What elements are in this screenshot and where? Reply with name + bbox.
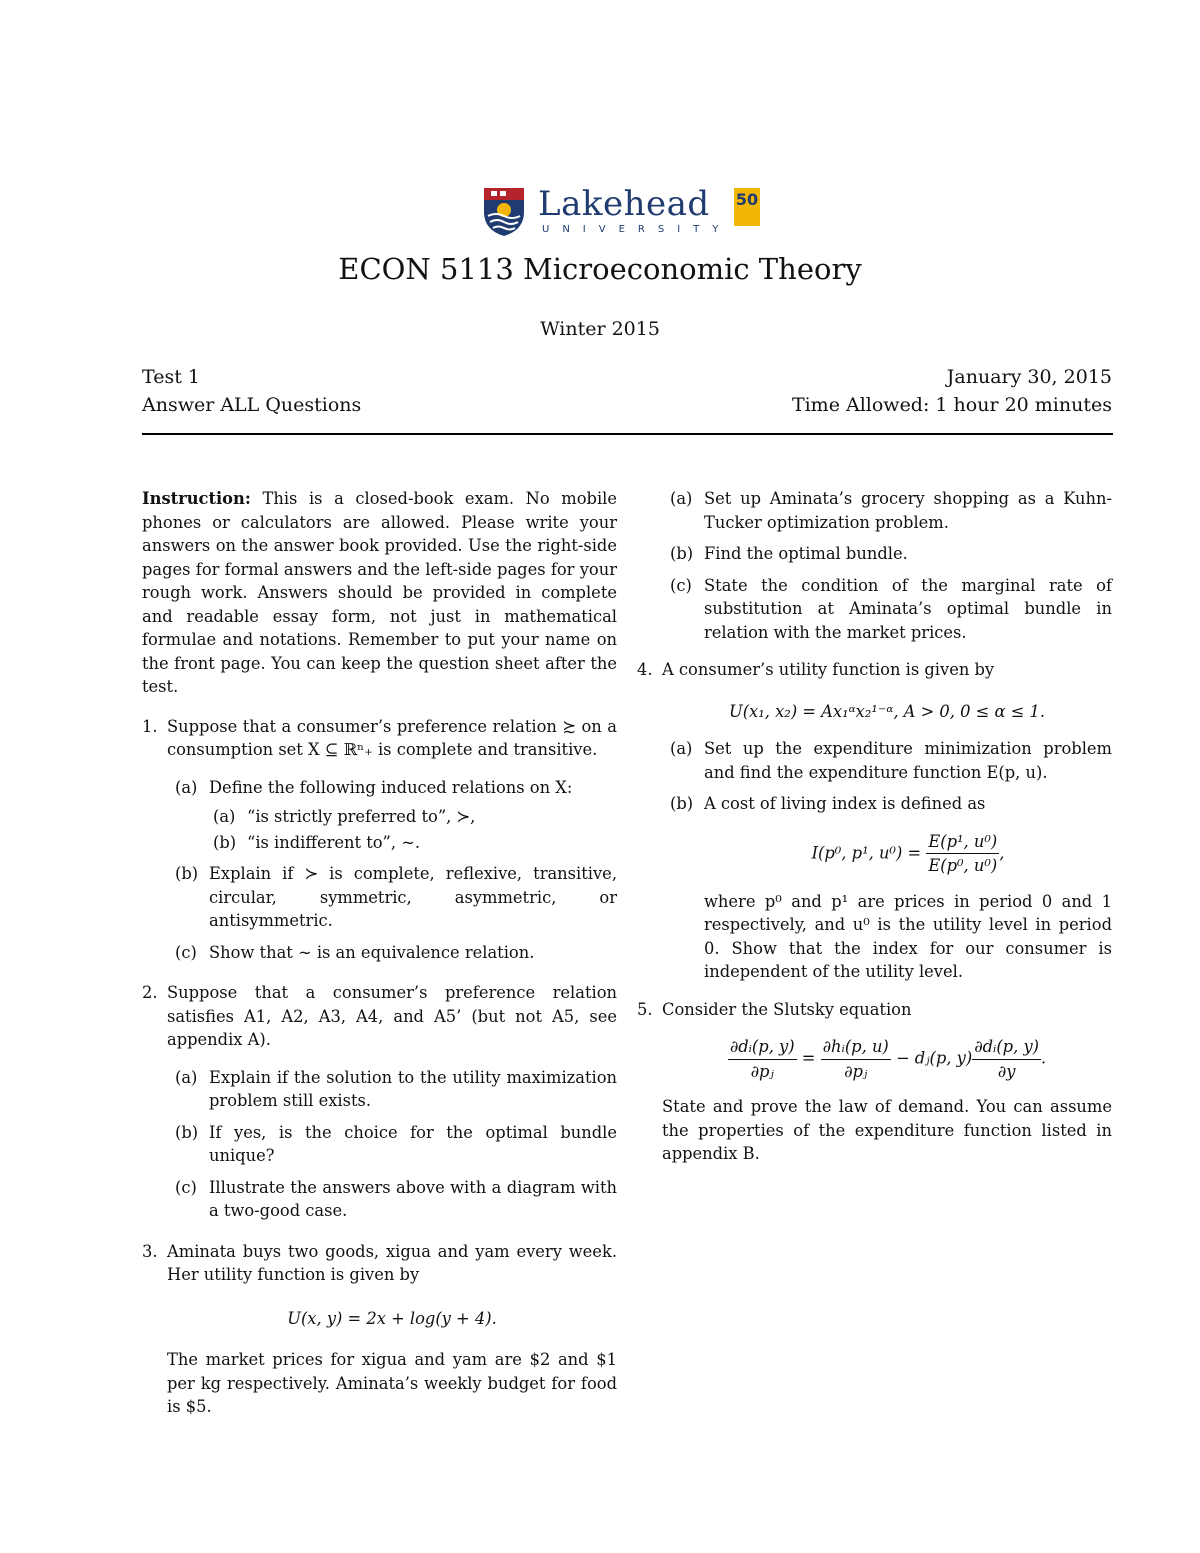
part-label: (a) — [670, 489, 693, 508]
university-logo — [482, 186, 762, 238]
part-label: (c) — [175, 1177, 197, 1197]
part-text: Find the optimal bundle. — [704, 544, 908, 563]
logo-subtext: UNIVERSITY — [542, 224, 732, 235]
part-text: Set up Aminata’s grocery shopping as a Kuhn-Tucker optimization problem. — [704, 489, 1112, 532]
question-3b — [637, 542, 1112, 566]
question-1 — [142, 715, 617, 965]
question-number: 5. — [637, 999, 653, 1019]
left-column — [142, 487, 617, 1419]
equation-tail: , — [999, 843, 1005, 862]
utility-equation: U(x, y) = 2x + log(y + 4). — [287, 1308, 497, 1328]
part-text: Set up the expenditure minimization problem and find the expenditure function E(p, u). — [704, 739, 1112, 782]
part-text: Show that ∼ is an equivalence relation. — [209, 942, 535, 962]
part-label: (b) — [175, 864, 199, 883]
fraction-denominator: ∂y — [997, 1061, 1016, 1081]
part-text: If yes, is the choice for the optimal bundle unique? — [209, 1122, 617, 1165]
question-number: 3. — [142, 1241, 158, 1261]
question-4a — [637, 737, 1112, 784]
equation-lhs: I(p⁰, p¹, u⁰) = — [811, 843, 922, 862]
question-2c — [142, 1176, 617, 1223]
fraction-denominator: E(p⁰, u⁰) — [928, 856, 998, 875]
question-2 — [142, 981, 617, 1223]
part-text: “is strictly preferred to”, ≻, — [247, 807, 476, 826]
question-1a-i — [209, 805, 617, 829]
question-3c — [637, 574, 1112, 645]
fraction-numerator: ∂hᵢ(p, u) — [821, 1035, 891, 1060]
exam-date: January 30, 2015 — [946, 366, 1112, 388]
question-text: Aminata buys two goods, xigua and yam every week. Her utility function is given by — [167, 1241, 617, 1284]
part-label: (a) — [213, 807, 236, 826]
part-label: (c) — [175, 942, 197, 962]
question-5 — [637, 998, 1112, 1166]
test-label: Test 1 — [142, 366, 200, 388]
logo-wordmark: Lakehead — [538, 184, 710, 224]
equation-middle-term: − dⱼ(p, y) — [895, 1048, 973, 1068]
part-label: (b) — [670, 794, 694, 813]
equals-sign: = — [801, 1048, 816, 1068]
question-3a — [637, 487, 1112, 534]
fraction — [926, 830, 999, 878]
fraction-denominator: ∂pⱼ — [844, 1061, 868, 1081]
part-text: Define the following induced relations on X: — [209, 777, 573, 797]
part-label: (a) — [670, 739, 693, 758]
part-text: State the condition of the marginal rate of substitution at Aminata’s optimal bundle in relation with the market prices. — [704, 575, 1112, 642]
question-1b — [142, 862, 617, 933]
part-label: (b) — [670, 544, 694, 563]
question-text-continued: State and prove the law of demand. You can assume the properties of the expenditure function listed in appendix B. — [662, 1097, 1112, 1163]
cost-of-living-equation — [704, 830, 1112, 878]
part-text: “is indifferent to”, ∼. — [247, 832, 421, 852]
question-number: 1. — [142, 716, 158, 736]
part-label: (b) — [175, 1122, 199, 1142]
question-1a — [142, 776, 617, 855]
part-text: Explain if ≻ is complete, reflexive, transitive, circular, symmetric, asymmetric, or antisymmetric. — [209, 864, 617, 930]
term: Winter 2015 — [540, 318, 660, 340]
question-3-parts — [637, 487, 1112, 644]
part-label: (b) — [213, 832, 237, 852]
fraction-numerator: ∂dᵢ(p, y) — [972, 1035, 1041, 1060]
answer-instruction: Answer ALL Questions — [142, 394, 362, 416]
part-label: (a) — [175, 777, 198, 797]
question-text: Suppose that a consumer’s preference relation ≿ on a consumption set X ⊆ ℝⁿ₊ is complete and transitive. — [167, 716, 617, 759]
question-4b — [637, 792, 1112, 984]
equation-tail: . — [1041, 1048, 1047, 1068]
question-number: 2. — [142, 983, 158, 1002]
question-number: 4. — [637, 660, 653, 679]
header-divider — [142, 433, 1113, 435]
part-text: Explain if the solution to the utility maximization problem still exists. — [209, 1067, 617, 1110]
time-allowed: Time Allowed: 1 hour 20 minutes — [791, 394, 1112, 416]
question-4 — [637, 658, 1112, 984]
instruction-paragraph — [142, 487, 617, 699]
instruction-label: Instruction: — [142, 489, 251, 508]
part-text: A cost of living index is defined as — [704, 794, 986, 813]
fraction-numerator: ∂dᵢ(p, y) — [728, 1035, 797, 1060]
question-2b — [142, 1121, 617, 1168]
part-label: (c) — [670, 575, 692, 595]
fraction — [972, 1035, 1041, 1083]
anniversary-badge: 50 — [735, 190, 759, 209]
part-text-continued: where p⁰ and p¹ are prices in period 0 and 1 respectively, and u⁰ is the utility level in period 0. Show that the index for our consumer is independent of the utility level. — [704, 891, 1112, 981]
course-title: ECON 5113 Microeconomic Theory — [338, 252, 862, 286]
question-1c — [142, 941, 617, 965]
fraction-denominator: ∂pⱼ — [750, 1061, 774, 1081]
part-label: (a) — [175, 1067, 198, 1087]
question-text: A consumer’s utility function is given by — [662, 660, 995, 679]
question-2a — [142, 1066, 617, 1113]
question-1a-ii — [209, 831, 617, 855]
question-text-continued: The market prices for xigua and yam are $2 and $1 per kg respectively. Aminata’s weekly budget for food is $5. — [167, 1350, 617, 1416]
utility-equation: U(x₁, x₂) = Ax₁ᵅx₂¹⁻ᵅ, A > 0, 0 ≤ α ≤ 1. — [728, 701, 1045, 721]
question-text: Consider the Slutsky equation — [662, 999, 912, 1019]
question-3 — [142, 1240, 617, 1419]
fraction — [728, 1035, 797, 1083]
instruction-text: This is a closed-book exam. No mobile phones or calculators are allowed. Please write your answers on the answer book provided. Use the right-side pages for formal answers and the left-side pages for your rough work. Answers should be provided in complete and readable essay form, not just in mathematical formulae and notations. Remember to put your name on the front page. You can keep the question sheet after the test. — [142, 489, 617, 696]
question-text: Suppose that a consumer’s preference relation satisfies A1, A2, A3, A4, and A5’ (but not A5, see appendix A). — [167, 983, 617, 1049]
part-text: Illustrate the answers above with a diagram with a two-good case. — [209, 1177, 617, 1220]
fraction — [821, 1035, 891, 1083]
right-column — [637, 487, 1112, 1166]
fraction-numerator: E(p¹, u⁰) — [926, 830, 999, 855]
slutsky-equation — [662, 1035, 1112, 1083]
